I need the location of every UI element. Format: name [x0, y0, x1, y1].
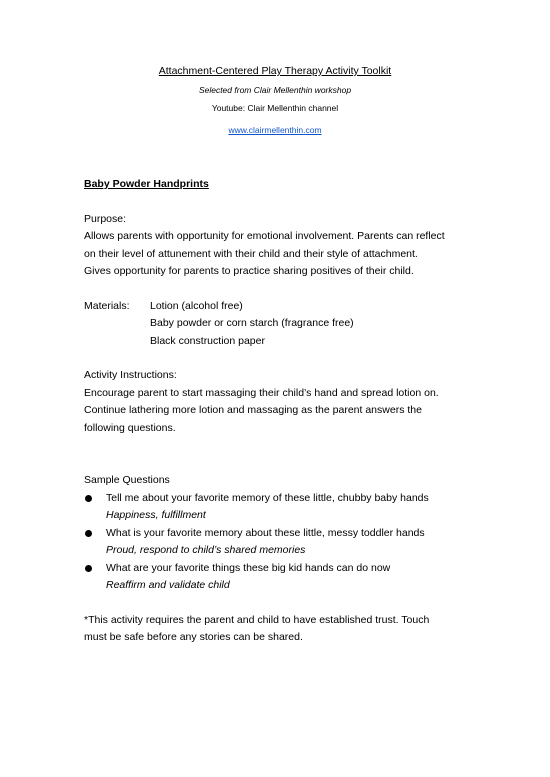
question-text: What are your favorite things these big kid hands can do now [106, 561, 391, 574]
trust-note [84, 612, 466, 647]
sample-questions-section [84, 472, 466, 595]
bullet-icon [85, 565, 92, 572]
materials-label: Materials: [84, 299, 130, 312]
question-text: What is your favorite memory about these little, messy toddler hands [106, 526, 425, 539]
bullet-icon [85, 495, 92, 502]
document-header [84, 64, 466, 138]
note-line: *This activity requires the parent and child to have established trust. Touch [84, 613, 430, 626]
youtube-channel-text: Youtube: Clair Mellenthin channel [211, 103, 339, 113]
materials-list [150, 298, 354, 351]
website-link[interactable]: www.clairmellenthin.com [228, 125, 322, 135]
document-body [84, 176, 466, 647]
purpose-line: on their level of attunement with their child and their style of attachment. [84, 247, 418, 260]
purpose-line: Gives opportunity for parents to practice sharing positives of their child. [84, 265, 414, 277]
list-item [84, 525, 466, 560]
answer-text: Reaffirm and validate child [106, 579, 230, 591]
materials-section [84, 298, 466, 351]
sample-questions-list [84, 490, 466, 595]
answer-text: Happiness, fulfillment [106, 509, 206, 521]
purpose-section [84, 211, 466, 281]
list-item [84, 560, 466, 595]
document-subtitle: Selected from Clair Mellenthin workshop [198, 85, 352, 95]
answer-text: Proud, respond to child’s shared memories [106, 544, 306, 556]
instructions-line: following questions. [84, 421, 176, 434]
list-item [84, 490, 466, 525]
instructions-line: Encourage parent to start massaging their child’s hand and spread lotion on. [84, 386, 439, 399]
instructions-heading: Activity Instructions: [84, 369, 177, 381]
materials-item: Black construction paper [150, 334, 265, 347]
purpose-line: Allows parents with opportunity for emotional involvement. Parents can reflect [84, 230, 445, 242]
sample-questions-heading: Sample Questions [84, 474, 170, 486]
bullet-icon [85, 530, 92, 537]
question-text: Tell me about your favorite memory of these little, chubby baby hands [106, 491, 429, 504]
instructions-line: Continue lathering more lotion and massaging as the parent answers the [84, 404, 422, 416]
instructions-section [84, 367, 466, 437]
activity-title: Baby Powder Handprints [84, 178, 209, 190]
purpose-heading: Purpose: [84, 212, 127, 225]
materials-item: Baby powder or corn starch (fragrance free) [150, 317, 354, 329]
materials-item: Lotion (alcohol free) [150, 299, 243, 312]
document-title: Attachment-Centered Play Therapy Activity Toolkit [158, 65, 392, 77]
note-line: must be safe before any stories can be shared. [84, 631, 303, 643]
